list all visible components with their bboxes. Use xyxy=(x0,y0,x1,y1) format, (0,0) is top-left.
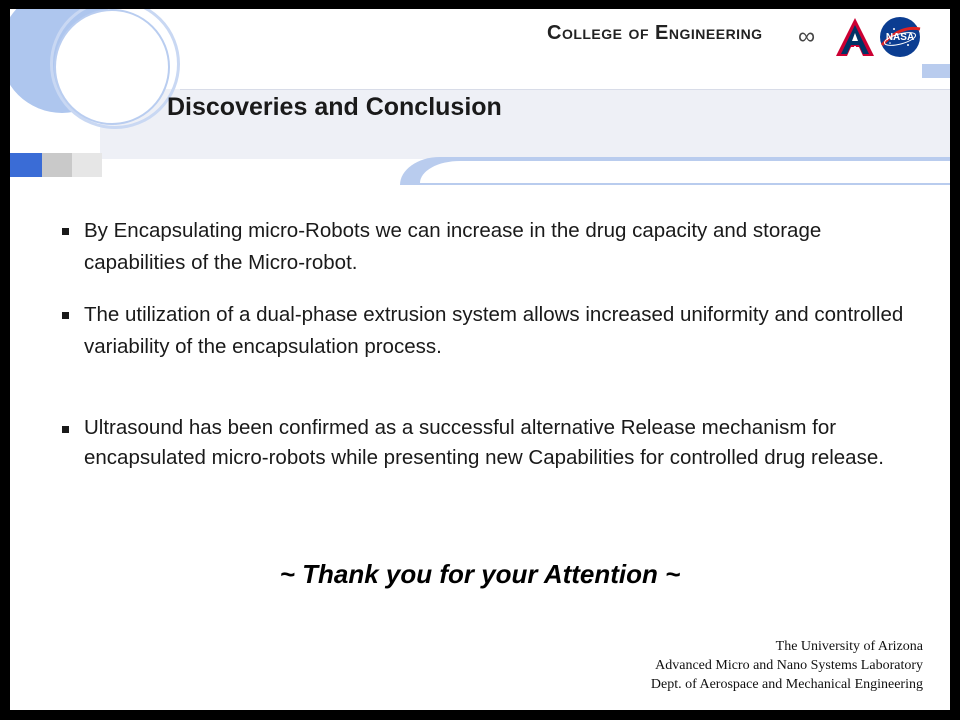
decorative-stripe xyxy=(922,64,950,78)
accent-square-blue xyxy=(10,153,42,177)
nasa-logo-text: NASA xyxy=(885,32,915,43)
list-item xyxy=(62,299,914,363)
list-item xyxy=(62,413,914,473)
accent-square-gray xyxy=(42,153,72,177)
footer-credits xyxy=(651,637,923,694)
bullet-text: The utilization of a dual-phase extrusion system allows increased uniformity and controlled variability of the encapsulation process. xyxy=(84,303,904,358)
bullet-icon xyxy=(62,228,69,235)
university-of-arizona-logo xyxy=(834,16,876,58)
university-logo-letter: A xyxy=(852,45,858,54)
decorative-circle-small xyxy=(54,9,170,125)
college-of-engineering-logo: College of Engineering xyxy=(547,22,763,44)
bullet-text: Ultrasound has been confirmed as a successful alternative Release mechanism for encapsulated micro-robots while presenting new Capabilities for controlled drug release. xyxy=(84,416,884,469)
bullet-text: By Encapsulating micro-Robots we can increase in the drug capacity and storage capabilities of the Micro-robot. xyxy=(84,219,822,274)
infinity-icon: ∞ xyxy=(798,23,816,50)
nasa-logo xyxy=(878,15,922,59)
slide-title: Discoveries and Conclusion xyxy=(167,93,502,121)
thank-you-message: ~ Thank you for your Attention ~ xyxy=(279,559,681,589)
footer-department: Dept. of Aerospace and Mechanical Engineering xyxy=(650,677,923,692)
footer-university: The University of Arizona xyxy=(775,639,923,654)
header-divider xyxy=(180,89,950,90)
footer-laboratory: Advanced Micro and Nano Systems Laboratory xyxy=(655,658,923,673)
list-item xyxy=(62,215,914,279)
slide xyxy=(10,9,950,710)
bullet-icon xyxy=(62,426,69,433)
decorative-sweep-inner xyxy=(420,161,950,183)
accent-square-light xyxy=(72,153,102,177)
bullet-icon xyxy=(62,312,69,319)
